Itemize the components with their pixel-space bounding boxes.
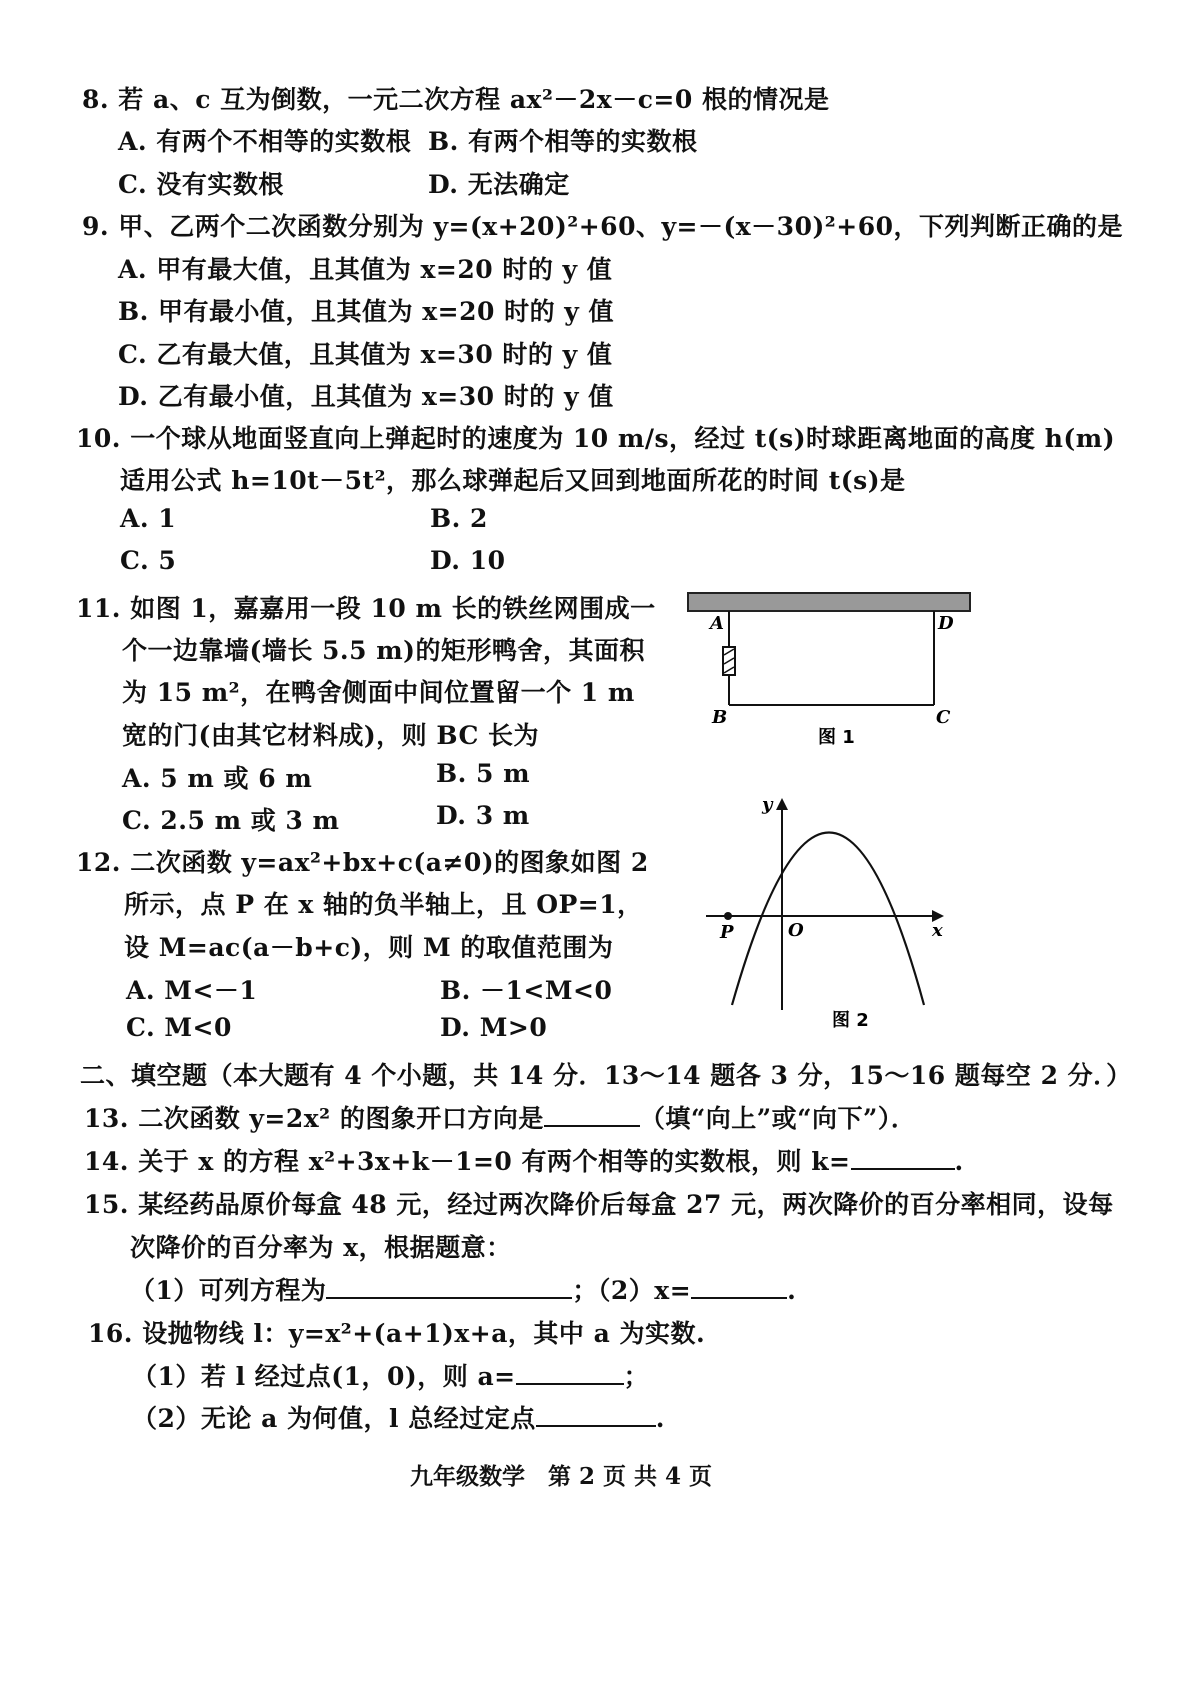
q11-option-a: A. 5 m 或 6 m bbox=[122, 764, 313, 793]
q15-stem-line1: 15. 某经药品原价每盒 48 元，经过两次降价后每盒 27 元，两次降价的百分率相同，设每 bbox=[84, 1190, 1114, 1219]
label-p: P bbox=[720, 922, 734, 943]
y-axis-arrow bbox=[776, 798, 788, 810]
q12-option-c: C. M<0 bbox=[126, 1013, 232, 1042]
label-x: x bbox=[932, 920, 943, 941]
q10-stem-line2: 适用公式 h=10t－5t²，那么球弹起后又回到地面所花的时间 t(s)是 bbox=[120, 466, 906, 495]
q15-parts bbox=[130, 1271, 796, 1307]
q12-stem-line3: 设 M=ac(a－b+c)，则 M 的取值范围为 bbox=[124, 933, 614, 962]
q10-option-a: A. 1 bbox=[120, 504, 177, 533]
q11-stem-line4: 宽的门(由其它材料成)，则 BC 长为 bbox=[122, 721, 540, 750]
figure-2-caption: 图 2 bbox=[832, 1010, 869, 1031]
label-d: D bbox=[938, 613, 954, 634]
q16-part2-text: （2）无论 a 为何值，l 总经过定点 bbox=[132, 1404, 536, 1433]
q14-text: 14. 关于 x 的方程 x²+3x+k－1=0 有两个相等的实数根，则 k= bbox=[84, 1147, 851, 1176]
q16-part1-end: ； bbox=[623, 1362, 650, 1391]
q9-option-d: D. 乙有最小值，且其值为 x=30 时的 y 值 bbox=[118, 382, 614, 411]
q15-end: . bbox=[787, 1276, 797, 1305]
q16-part2 bbox=[132, 1399, 665, 1435]
q15-part2-label: ；（2）x= bbox=[572, 1276, 692, 1305]
q11-stem-line2: 个一边靠墙(墙长 5.5 m)的矩形鸭舍，其面积 bbox=[122, 636, 646, 665]
parabola bbox=[732, 833, 924, 1006]
q12-option-b: B. －1<M<0 bbox=[440, 976, 613, 1005]
q15-stem-line2: 次降价的百分率为 x，根据题意： bbox=[130, 1233, 512, 1262]
q13-answer-blank[interactable] bbox=[544, 1101, 640, 1127]
q12-stem-line1: 12. 二次函数 y=ax²+bx+c(a≠0)的图象如图 2 bbox=[76, 848, 649, 877]
q12-option-a: A. M<－1 bbox=[126, 976, 258, 1005]
footer-page-number: 第 2 页 共 4 页 bbox=[548, 1463, 713, 1490]
q9-option-a: A. 甲有最大值，且其值为 x=20 时的 y 值 bbox=[118, 255, 613, 284]
q13-hint: （填“向上”或“向下”）． bbox=[639, 1104, 917, 1133]
q10-stem-line1: 10. 一个球从地面竖直向上弹起时的速度为 10 m/s，经过 t(s)时球距离地面的高度 h(m) bbox=[76, 424, 1116, 453]
q15-part1-label: （1）可列方程为 bbox=[130, 1276, 327, 1305]
q16-point-blank[interactable] bbox=[536, 1401, 656, 1427]
q8-option-b: B. 有两个相等的实数根 bbox=[428, 127, 698, 156]
q8-option-d: D. 无法确定 bbox=[428, 170, 570, 199]
q8-option-c: C. 没有实数根 bbox=[118, 170, 284, 199]
q15-x-blank[interactable] bbox=[691, 1273, 787, 1299]
label-o: O bbox=[788, 920, 804, 941]
q16-part1 bbox=[132, 1357, 649, 1393]
wall bbox=[688, 593, 970, 611]
q10-option-c: C. 5 bbox=[120, 546, 177, 575]
q13-text: 13. 二次函数 y=2x² 的图象开口方向是 bbox=[84, 1104, 544, 1133]
q16-a-blank[interactable] bbox=[516, 1359, 624, 1385]
q9-option-b: B. 甲有最小值，且其值为 x=20 时的 y 值 bbox=[118, 297, 615, 326]
q8-option-a: A. 有两个不相等的实数根 bbox=[118, 127, 412, 156]
q16-part1-text: （1）若 l 经过点(1，0)，则 a= bbox=[132, 1362, 516, 1391]
label-y: y bbox=[762, 794, 773, 815]
q12-option-d: D. M>0 bbox=[440, 1013, 548, 1042]
q10-option-d: D. 10 bbox=[430, 546, 506, 575]
q14-answer-blank[interactable] bbox=[851, 1144, 955, 1170]
q16-stem: 16. 设抛物线 l：y=x²+(a+1)x+a，其中 a 为实数. bbox=[88, 1319, 706, 1348]
q16-part2-end: . bbox=[655, 1404, 665, 1433]
q12-stem-line2: 所示，点 P 在 x 轴的负半轴上，且 OP=1， bbox=[124, 890, 643, 919]
q11-stem-line1: 11. 如图 1，嘉嘉用一段 10 m 长的铁丝网围成一 bbox=[76, 594, 656, 623]
figure-2 bbox=[700, 790, 960, 1040]
figure-1-caption: 图 1 bbox=[818, 727, 855, 748]
q11-option-c: C. 2.5 m 或 3 m bbox=[122, 806, 340, 835]
q11-stem-line3: 为 15 m²，在鸭舍侧面中间位置留一个 1 m bbox=[122, 678, 635, 707]
label-b: B bbox=[712, 707, 728, 728]
footer-subject: 九年级数学 bbox=[410, 1463, 525, 1490]
q8-stem: 8. 若 a、c 互为倒数，一元二次方程 ax²－2x－c=0 根的情况是 bbox=[82, 85, 830, 114]
q9-stem: 9. 甲、乙两个二次函数分别为 y=(x+20)²+60、y=－(x－30)²+60，下列判断正确的是 bbox=[82, 212, 1123, 241]
label-a: A bbox=[710, 613, 724, 634]
q10-option-b: B. 2 bbox=[430, 504, 488, 533]
section-2-title: 二、填空题（本大题有 4 个小题，共 14 分．13～14 题各 3 分，15～16 题每空 2 分．） bbox=[80, 1061, 1132, 1090]
q15-equation-blank[interactable] bbox=[326, 1273, 572, 1299]
q11-option-d: D. 3 m bbox=[436, 801, 530, 830]
q14-end: . bbox=[954, 1147, 964, 1176]
q13 bbox=[84, 1099, 916, 1135]
point-p bbox=[724, 912, 732, 920]
figure-1 bbox=[680, 585, 980, 755]
q14 bbox=[84, 1142, 964, 1178]
label-c: C bbox=[936, 707, 951, 728]
q11-option-b: B. 5 m bbox=[436, 759, 531, 788]
q9-option-c: C. 乙有最大值，且其值为 x=30 时的 y 值 bbox=[118, 340, 613, 369]
